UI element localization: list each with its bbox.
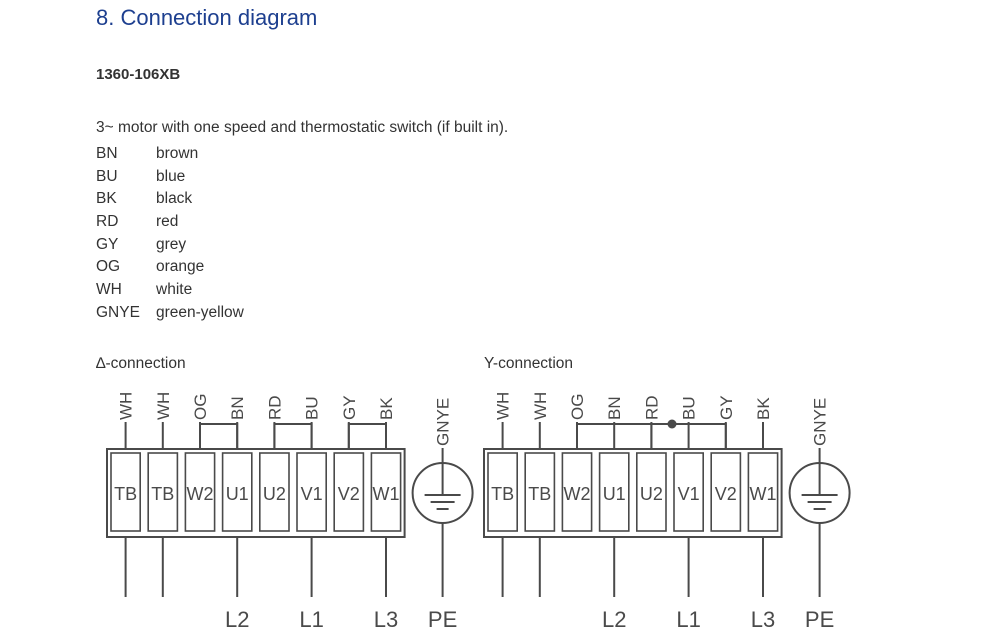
legend-color: blue (156, 167, 186, 185)
terminal-label: W2 (186, 484, 214, 504)
terminal-label: U1 (602, 484, 626, 504)
star-junction-dot (668, 420, 677, 429)
earth-line-label: PE (427, 607, 458, 632)
wire-label: WH (530, 391, 550, 420)
terminal-label: U2 (262, 484, 286, 504)
legend-color: red (156, 213, 179, 231)
bridge-link (349, 424, 386, 449)
legend-code: BK (96, 190, 117, 208)
legend-code: GY (96, 235, 119, 253)
terminal-label: U2 (639, 484, 663, 504)
legend-code: GNYE (96, 303, 140, 321)
terminal-label: W2 (563, 484, 591, 504)
line-label: L3 (373, 607, 399, 632)
page-title: 8. Connection diagram (96, 5, 318, 30)
bridge-link (200, 424, 237, 449)
wire-label: BK (377, 397, 396, 420)
terminal-label: V2 (337, 484, 360, 504)
earth-line-label: PE (804, 607, 835, 632)
line-label: L2 (601, 607, 627, 632)
legend-code: BU (96, 167, 118, 185)
terminal-label: V2 (714, 484, 737, 504)
legend-code: BN (96, 145, 118, 162)
wire-label: GY (716, 395, 736, 420)
wire-label: WH (493, 391, 513, 420)
wire-label: WH (153, 391, 173, 420)
earth-wire-label: GNYE (433, 397, 453, 446)
motor-description: 3~ motor with one speed and thermostatic switch (if built in). (96, 119, 509, 136)
wire-label: OG (568, 393, 587, 420)
wire-label: BN (228, 396, 248, 420)
wye-connection-label: Y-connection (484, 355, 574, 372)
legend-code: WH (96, 281, 122, 299)
legend-code: RD (96, 213, 119, 231)
wire-label: RD (265, 395, 285, 420)
wire-label: BK (754, 397, 773, 420)
wire-label: RD (642, 395, 662, 420)
line-label: L1 (676, 607, 701, 632)
wire-label: GY (339, 395, 359, 420)
line-label: L1 (299, 607, 324, 632)
terminal-label: V1 (300, 484, 323, 504)
model-number: 1360-106XB (96, 66, 181, 83)
legend-color: green-yellow (156, 303, 244, 321)
legend-color: white (156, 281, 193, 299)
wire-label: BN (605, 396, 625, 420)
terminal-label: W1 (372, 484, 400, 504)
wire-label: BU (679, 396, 699, 420)
terminal-label: TB (114, 484, 138, 504)
wire-label: WH (116, 391, 136, 420)
legend-color: black (156, 190, 193, 208)
bridge-link (274, 424, 311, 449)
legend-color: brown (156, 145, 199, 162)
terminal-label: TB (491, 484, 515, 504)
terminal-label: W1 (749, 484, 777, 504)
earth-wire-label: GNYE (810, 397, 830, 446)
line-label: L2 (224, 607, 250, 632)
wire-label: BU (302, 396, 322, 420)
line-label: L3 (750, 607, 776, 632)
delta-connection-label: ∆-connection (96, 355, 186, 372)
terminal-label: U1 (225, 484, 249, 504)
legend-color: orange (156, 258, 205, 276)
legend-code: OG (96, 258, 121, 276)
terminal-label: TB (528, 484, 552, 504)
wire-label: OG (191, 393, 210, 420)
terminal-label: TB (151, 484, 175, 504)
terminal-label: V1 (677, 484, 700, 504)
legend-color: grey (156, 235, 187, 253)
